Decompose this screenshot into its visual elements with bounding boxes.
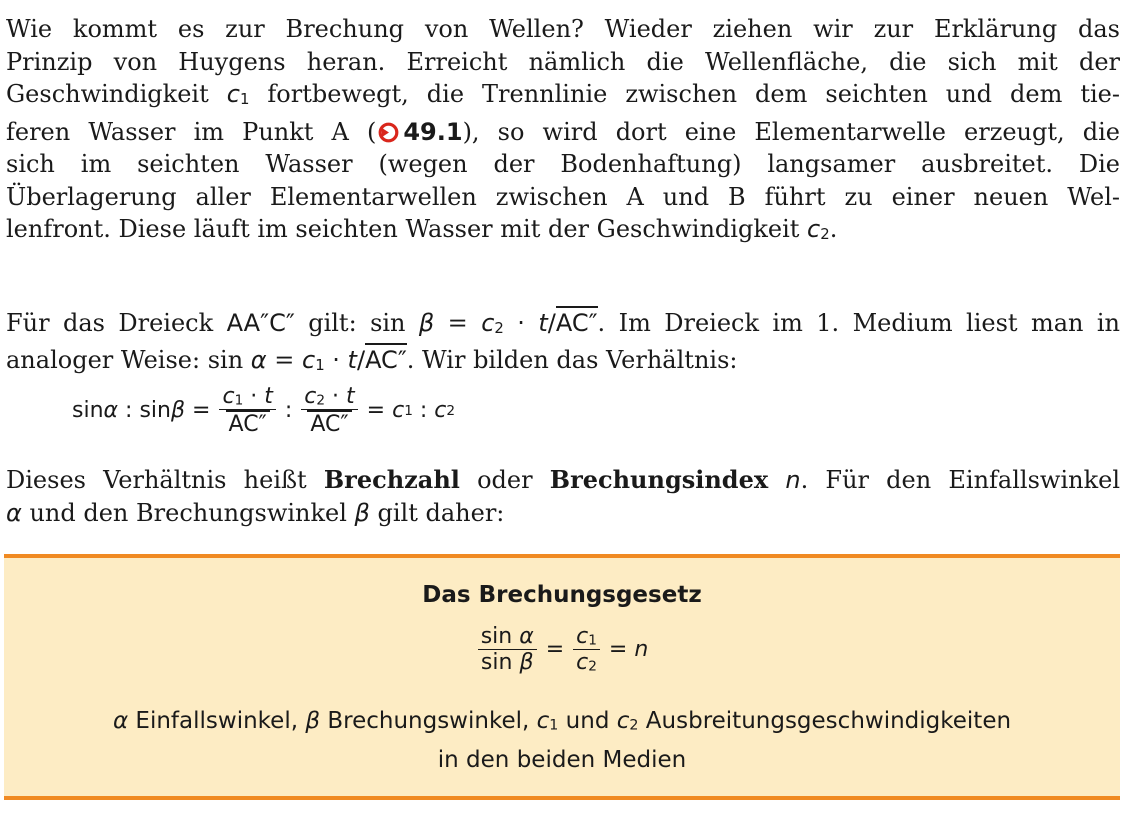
colon: : (412, 398, 435, 424)
t-symbol: t (346, 384, 355, 409)
slash: / (547, 309, 556, 337)
subscript: 2 (446, 402, 456, 419)
alpha-symbol: α (250, 346, 267, 375)
alpha-symbol: α (6, 498, 22, 527)
denominator (573, 650, 600, 675)
sin: sin (207, 346, 251, 375)
para2-line-1 (6, 307, 1120, 344)
subscript: 1 (239, 89, 250, 108)
beta-symbol: β (519, 650, 534, 676)
para1-line-5: sich im seichten Wasser (wegen der Bodenhaftung) langsamer ausbreitet. Die (6, 150, 1120, 179)
beta-symbol: β (170, 398, 186, 424)
dot: · (503, 309, 539, 337)
text: . Im Dreieck im 1. Medium liest man in (597, 309, 1121, 337)
text: Einfallswinkel, (128, 708, 306, 734)
alpha-symbol: α (103, 398, 119, 424)
para1-line-6: Überlagerung aller Elementarwellen zwischen A und B führt zu einer neuen Wel- (6, 182, 1120, 211)
equals: = (185, 398, 218, 424)
symbol: c (222, 384, 235, 409)
sine-ratio-fraction (478, 624, 537, 676)
equals: = (538, 637, 572, 663)
figure-reference[interactable]: 49.1 (403, 117, 463, 146)
para1-line-1: Wie kommt es zur Brechung von Wellen? Wieder ziehen wir zur Erklärung das (6, 15, 1120, 43)
term-brechzahl: Brechzahl (323, 465, 460, 494)
fraction-2 (301, 384, 357, 438)
numerator (478, 624, 537, 650)
space (768, 466, 785, 494)
symbol: c (536, 708, 550, 734)
slash: / (356, 346, 366, 375)
beta-symbol: β (305, 708, 321, 734)
triangle-label: AA″C″ (226, 309, 295, 337)
para1-line-4 (6, 116, 1120, 149)
symbol-c1 (227, 80, 250, 108)
text: Dieses Verhältnis heißt (6, 466, 324, 494)
subscript: 1 (315, 356, 325, 375)
equals: = (601, 637, 635, 663)
sin: sin (480, 624, 520, 649)
text: . Wir bilden das Verhältnis: (406, 346, 738, 375)
subscript: 1 (549, 717, 559, 734)
text: feren Wasser im Punkt A ( (6, 117, 377, 146)
symbol: c (226, 80, 240, 109)
law-legend-line-2: in den beiden Medien (437, 746, 687, 773)
reference-arrow-icon[interactable] (378, 122, 399, 143)
text: und (558, 708, 617, 734)
numerator (219, 384, 275, 410)
symbol: c (301, 346, 316, 375)
numerator (301, 384, 357, 410)
alpha-symbol: α (519, 624, 534, 649)
symbol: c (434, 398, 447, 424)
sin: sin (480, 650, 520, 676)
text: gilt daher: (369, 498, 505, 527)
subscript: 2 (629, 717, 639, 734)
denominator: AC″ (226, 410, 270, 437)
law-legend (4, 704, 1120, 777)
colon: : (118, 398, 140, 424)
equals: = (359, 398, 393, 424)
symbol: c (304, 384, 317, 409)
symbol: c (392, 398, 405, 424)
text: . (829, 215, 838, 244)
t-symbol: t (347, 346, 357, 375)
subscript: 2 (820, 225, 830, 244)
para2-line-2 (6, 344, 1120, 381)
sin: sin (139, 398, 171, 424)
para1-line-7 (6, 213, 1120, 250)
subscript: 2 (494, 318, 504, 337)
text: Ausbreitungsgeschwindigkeiten (638, 708, 1012, 734)
text: ), so wird dort eine Elementarwelle erzeugt, die (462, 117, 1120, 146)
dot: · (324, 346, 348, 375)
fraction-1 (219, 384, 275, 438)
text: fortbewegt, die Trennlinie zwischen dem seichten und dem tie- (249, 80, 1120, 109)
text: und den Brechungswinkel (21, 498, 355, 527)
law-legend-line-1 (4, 704, 1120, 743)
paragraph-brechzahl (6, 464, 1120, 529)
para1-line-2: Prinzip von Huygens heran. Erreicht nämlich die Wellenfläche, die sich mit der (6, 47, 1120, 76)
text: . Für den Einfallswinkel (800, 466, 1121, 494)
text: analoger Weise: (6, 346, 208, 375)
law-title: Das Brechungsgesetz (422, 582, 702, 608)
sin: sin (72, 398, 104, 424)
text: Geschwindigkeit (6, 80, 227, 109)
sin: sin (370, 309, 419, 337)
subscript: 1 (404, 402, 413, 419)
subscript: 1 (588, 632, 597, 649)
n-symbol: n (785, 466, 801, 494)
law-box (4, 554, 1120, 800)
n-symbol: n (634, 637, 649, 663)
ratio-formula (72, 384, 455, 438)
subscript: 1 (234, 392, 244, 409)
symbol-c2 (807, 215, 830, 243)
speed-ratio-fraction (573, 624, 600, 676)
dot: · (325, 384, 347, 409)
para1-line-3 (6, 78, 1120, 115)
symbol: c (576, 650, 589, 676)
t-symbol: t (264, 384, 273, 409)
denominator (478, 650, 537, 675)
symbol: c (807, 215, 821, 244)
t-symbol: t (538, 309, 548, 337)
law-formula (4, 624, 1120, 676)
symbol: c (576, 624, 589, 649)
beta-symbol: β (418, 309, 435, 337)
term-brechungsindex: Brechungsindex (549, 465, 769, 494)
dot: · (243, 384, 265, 409)
paragraph-triangle (6, 307, 1120, 382)
segment-ac: AC″ (365, 343, 407, 374)
text: Brechungswinkel, (320, 708, 537, 734)
denominator: AC″ (307, 410, 351, 437)
paragraph-huygens (6, 13, 1120, 251)
symbol: c (481, 309, 495, 337)
text: oder (459, 466, 550, 494)
subscript: 2 (588, 658, 597, 675)
text: Für das Dreieck (6, 309, 227, 337)
text: lenfront. Diese läuft im seichten Wasser mit der Geschwindigkeit (6, 215, 808, 244)
text: gilt: (294, 309, 371, 337)
segment-ac: AC″ (556, 306, 598, 337)
alpha-symbol: α (112, 708, 129, 734)
para3-line-1 (6, 464, 1120, 497)
subscript: 2 (316, 392, 326, 409)
equals: = (434, 309, 482, 337)
beta-symbol: β (354, 498, 370, 527)
symbol: c (616, 708, 630, 734)
colon: : (277, 398, 300, 424)
numerator (573, 624, 600, 650)
para3-line-2 (6, 497, 1120, 530)
equals: = (266, 346, 302, 375)
